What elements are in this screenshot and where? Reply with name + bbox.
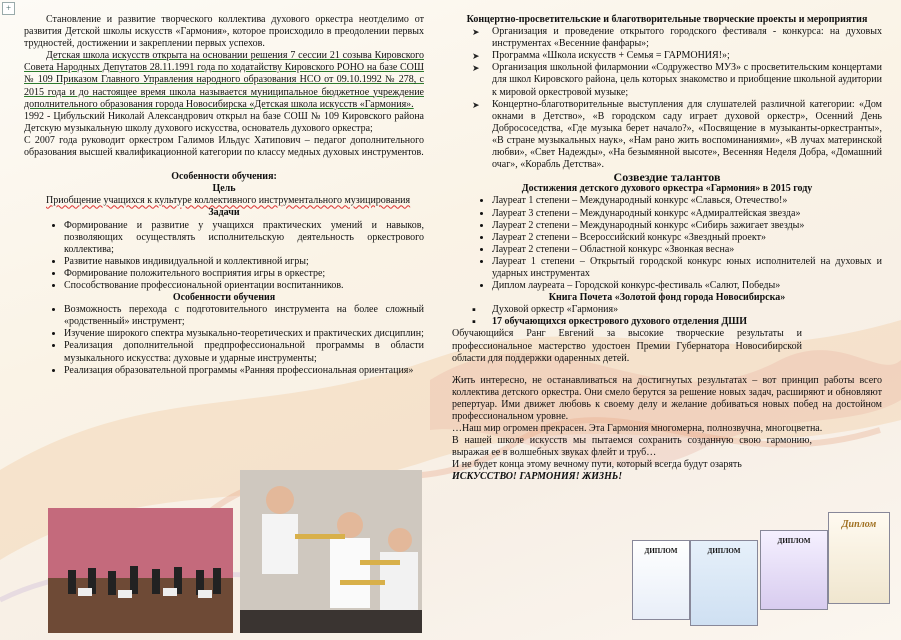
projects-list — [452, 26, 882, 171]
tasks-title: Задачи — [208, 207, 240, 219]
features2-title: Особенности обучения — [172, 292, 276, 304]
list-item: • Лауреат 1 степени – Открытый городской конкурс юных исполнителей на духовых и ударных инструментах — [492, 256, 882, 280]
list-item: • Лауреат 2 степени – Областной конкурс «Звонкая весна» — [492, 244, 882, 256]
features-title: Особенности обучения: — [171, 171, 277, 183]
honor-title: Книга Почета «Золотой фонд города Новосибирска» — [548, 292, 786, 304]
list-item: • Реализация дополнительной предпрофессиональной программы в области музыкального искусства: духовые и ударные инструменты; — [64, 340, 424, 364]
list-item: ▪ 17 обучающихся оркестрового духового отделения ДШИ — [492, 316, 882, 328]
closing-line-2: В нашей школе искусств мы пытаемся сохранить созданную свою гармонию, выражая ее в волшебных звуках флейт и труб… — [452, 435, 812, 459]
list-item: • Диплом лауреата – Городской конкурс-фестиваль «Салют, Победы» — [492, 280, 882, 292]
trumpet-players-photo — [240, 470, 422, 633]
list-item: ▪ Духовой оркестр «Гармония» — [492, 304, 882, 316]
intro-paragraph-3: 1992 - Цибульский Николай Александрович открыл на базе СОШ № 109 Кировского района Детскую музыкальную школу духового искусства, основатель духового оркестра; — [24, 110, 424, 134]
tasks-list — [24, 220, 424, 293]
list-item: • Развитие навыков индивидуальной и коллективной игры; — [64, 256, 424, 268]
list-item: • Возможность перехода с подготовительного инструмента на более сложный «родственный» инструмент; — [64, 304, 424, 328]
list-item: • Способствование профессиональной ориентации воспитанников. — [64, 280, 424, 292]
list-item: • Изучение широкого спектра музыкально-теоретических и практических дисциплин; — [64, 328, 424, 340]
closing-line-3: И не будет конца этому вечному пути, который всегда будут озарять — [452, 459, 742, 471]
orchestra-stage-photo — [48, 508, 233, 633]
projects-title: Концертно-просветительские и благотворительные творческие проекты и мероприятия — [466, 14, 868, 25]
certificate-image: ДИПЛОМ — [690, 540, 758, 626]
rang-paragraph: Обучающийся Ранг Евгений за высокие творческие результаты и профессиональное мастерство удостоен Премии Губернатора Новосибирской области для поддержки одаренных детей. — [452, 328, 802, 364]
list-item: • Лауреат 1 степени – Международный конкурс «Славься, Отечество!» — [492, 195, 882, 207]
list-item: • Формирование и развитие у учащихся практических умений и навыков, позволяющих осуществлять исполнительскую деятельность оркестрового коллектива; — [64, 220, 424, 256]
list-item: • Лауреат 2 степени – Международный конкурс «Сибирь зажигает звезды» — [492, 220, 882, 232]
stars-title: Созвездие талантов — [613, 170, 721, 185]
list-item: • Формирование положительного восприятия игры в оркестре; — [64, 268, 424, 280]
right-column — [452, 14, 882, 484]
certificate-image: ДИПЛОМ — [760, 530, 828, 610]
certificate-image: ДИПЛОМ — [632, 540, 690, 620]
goal-text: Приобщение учащихся к культуре коллективного инструментального музицирования — [46, 195, 411, 207]
list-item: ➤ Программа «Школа искусств + Семья = ГАРМОНИЯ!»; — [492, 50, 882, 62]
achievements-list — [452, 195, 882, 292]
closing-paragraph: Жить интересно, не останавливаться на достигнутых результатах – вот принцип работы всего коллектива детского оркестра. Они смело берутся за решение новых задач, расширяют и обновляют репертуар. Ими движет любовь к своему делу и желание добиваться новых побед на достойном профессиональном уровне. — [452, 374, 882, 422]
left-column — [24, 14, 424, 377]
intro-paragraph-2: Детская школа искусств открыта на основании решения 7 сессии 21 созыва Кировского Совета Народных Депутатов 28.11.1991 года по ходатайству Кировского РОНО на базе СОШ № 109 Приказом Главного Управления народного образования НСО от 09.10.1992 № 278, с 2015 года и до настоящее время школа называется муниципальное бюджетное учреждение дополнительного образования города Новосибирска «Детская школа искусств «Гармония». — [24, 50, 424, 110]
closing-line-1: …Наш мир огромен прекрасен. Эта Гармония многомерна, полнозвучна, многоцветна. — [452, 423, 823, 435]
list-item: • Лауреат 2 степени – Всероссийский конкурс «Звездный проект» — [492, 232, 882, 244]
intro-paragraph-4: С 2007 года руководит оркестром Галимов Ильдус Хатипович – педагог дополнительного образования высшей квалификационной категории по классу медных духовых инструментов. — [24, 134, 424, 159]
honor-list — [452, 304, 882, 328]
intro-paragraph-1: Становление и развитие творческого коллектива духового оркестра неотделимо от развития Детской школы искусств «Гармония», которое происходило в преодолении первых трудностей, достижении и закреплении первых успехов. — [24, 14, 424, 50]
features-list — [24, 304, 424, 377]
anchor-icon: + — [2, 2, 15, 15]
list-item: • Реализация образовательной программы «Ранняя профессиональная ориентация» — [64, 365, 424, 377]
certificate-image: Диплом — [828, 512, 890, 604]
list-item: ➤ Концертно-благотворительные выступления для слушателей различной категории: «Дом окнами в Детство», «В городском саду играет духовой оркестр», Осенний День Добрососедства, «Где музыка берет начало?», «Посвящение в музыканты-оркестранты», «В стране музыкальных наук», «Нам рано жить воспоминаниями», «В лучах материнской любви», «Свет Надежды», «На безымянной высоте», Весенняя Неделя Добра, «Домашний очаг», «Корабль Детства». — [492, 99, 882, 172]
slogan: ИСКУССТВО! ГАРМОНИЯ! ЖИЗНЬ! — [452, 471, 623, 483]
list-item: ➤ Организация и проведение открытого городского фестиваля - конкурса: на духовых инструментах «Весенние фанфары»; — [492, 26, 882, 50]
list-item: ➤ Организация школьной филармонии «Содружество МУЗ» с просветительским концертами для школ Кировского района, цель которых знакомство и приобщение школьной аудитории к мировой оркестровой музыке; — [492, 62, 882, 98]
list-item: • Лауреат 3 степени – Международный конкурс «Адмиралтейская звезда» — [492, 208, 882, 220]
achievements-title: Достижения детского духового оркестра «Гармония» в 2015 году — [521, 183, 813, 195]
goal-title: Цель — [212, 183, 236, 195]
